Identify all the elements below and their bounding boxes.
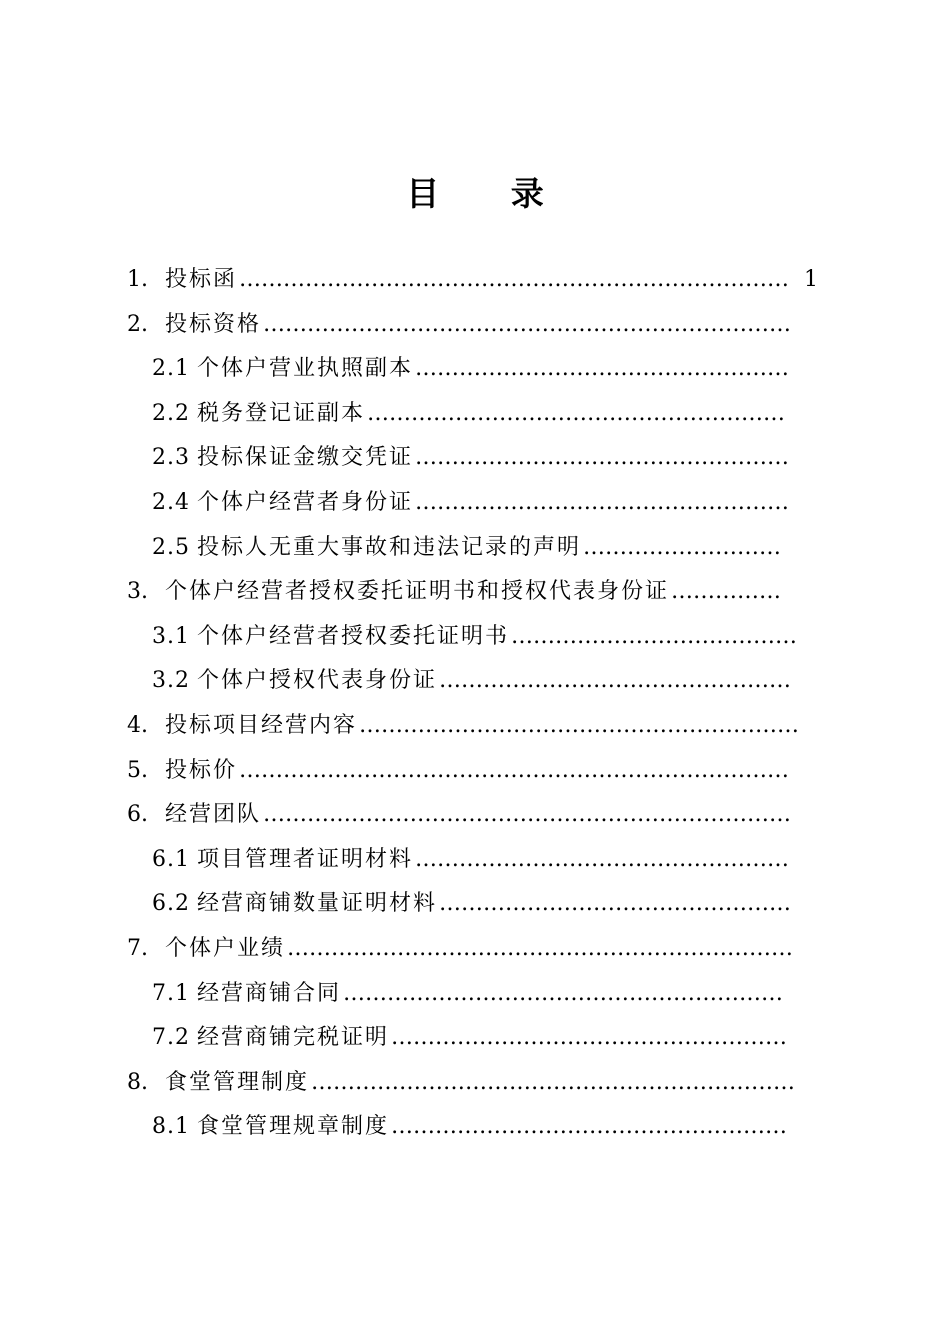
toc-entry[interactable] bbox=[0, 793, 950, 838]
toc-entry-number: 2.5 bbox=[152, 534, 190, 560]
toc-entry-number: 7. bbox=[127, 935, 148, 961]
toc-entry-number: 2.4 bbox=[152, 489, 190, 515]
toc-entry-label: 个体户经营者身份证 bbox=[197, 489, 414, 515]
toc-dot-leader: …………………………………………… bbox=[415, 356, 789, 382]
toc-dot-leader: ………………………………………… bbox=[439, 891, 791, 917]
toc-entry[interactable] bbox=[0, 481, 950, 526]
toc-entry[interactable] bbox=[0, 749, 950, 794]
toc-dot-leader: ………………………………………………………… bbox=[311, 1069, 795, 1095]
toc-entry[interactable] bbox=[0, 972, 950, 1017]
toc-entry-label: 个体户业绩 bbox=[165, 935, 286, 961]
toc-entry-number: 7.1 bbox=[152, 980, 190, 1006]
toc-entry[interactable] bbox=[0, 526, 950, 571]
toc-dot-leader: ………………………………………………………………… bbox=[239, 267, 789, 292]
toc-dot-leader: ………………………………… bbox=[511, 623, 797, 649]
toc-entry-number: 2.3 bbox=[152, 445, 190, 471]
toc-entry-number: 3.2 bbox=[152, 668, 190, 694]
toc-entry-label: 食堂管理制度 bbox=[165, 1069, 310, 1095]
toc-entry-number: 6.1 bbox=[152, 846, 190, 872]
toc-entry[interactable] bbox=[0, 347, 950, 392]
toc-dot-leader: ……………………………………………………………… bbox=[263, 311, 791, 337]
toc-dot-leader: …………………………………………… bbox=[415, 846, 789, 872]
toc-dot-leader: ………………………………………………… bbox=[367, 400, 785, 426]
toc-entry-number: 8.1 bbox=[152, 1114, 190, 1140]
table-of-contents bbox=[0, 258, 950, 1150]
toc-entry-label: 个体户经营者授权委托证明书 bbox=[197, 623, 510, 649]
toc-entry-label: 投标人无重大事故和违法记录的声明 bbox=[197, 534, 582, 560]
toc-entry-page: 1 bbox=[804, 267, 818, 292]
toc-dot-leader: …………………………………………… bbox=[415, 489, 789, 515]
toc-entry-number: 5. bbox=[127, 757, 148, 783]
toc-dot-leader: …………………………………………… bbox=[415, 445, 789, 471]
toc-entry-number: 2. bbox=[127, 311, 148, 337]
toc-entry-label: 投标项目经营内容 bbox=[165, 712, 358, 738]
toc-entry[interactable] bbox=[0, 392, 950, 437]
toc-entry-label: 经营团队 bbox=[165, 802, 262, 828]
toc-dot-leader: ……………………………………………… bbox=[391, 1025, 787, 1051]
toc-dot-leader: ………………………………………… bbox=[439, 668, 791, 694]
toc-dot-leader: …………………………………………………… bbox=[359, 712, 799, 738]
toc-entry-label: 投标价 bbox=[165, 757, 238, 783]
toc-entry[interactable] bbox=[0, 570, 950, 615]
toc-dot-leader: ………………………………………………………………… bbox=[239, 757, 789, 783]
toc-entry-number: 8. bbox=[127, 1069, 148, 1095]
toc-entry-label: 个体户授权代表身份证 bbox=[197, 668, 438, 694]
toc-entry[interactable] bbox=[0, 659, 950, 704]
toc-entry[interactable] bbox=[0, 838, 950, 883]
toc-entry-label: 投标函 bbox=[165, 267, 238, 292]
toc-dot-leader: ……………………………………………… bbox=[391, 1114, 787, 1140]
toc-dot-leader: ……………………………………………………………… bbox=[263, 802, 791, 828]
toc-entry-number: 6.2 bbox=[152, 891, 190, 917]
page-title: 目 录 bbox=[406, 174, 574, 213]
toc-entry-label: 投标保证金缴交凭证 bbox=[197, 445, 414, 471]
toc-entry[interactable] bbox=[0, 704, 950, 749]
toc-entry-number: 7.2 bbox=[152, 1025, 190, 1051]
toc-entry-label: 投标资格 bbox=[165, 311, 262, 337]
toc-entry-number: 1. bbox=[127, 267, 148, 292]
toc-entry-number: 4. bbox=[127, 712, 148, 738]
toc-entry-label: 食堂管理规章制度 bbox=[197, 1114, 390, 1140]
toc-entry-number: 6. bbox=[127, 802, 148, 828]
toc-entry-number: 3. bbox=[127, 579, 148, 605]
toc-entry-label: 个体户营业执照副本 bbox=[197, 356, 414, 382]
toc-entry[interactable] bbox=[0, 258, 950, 303]
toc-entry[interactable] bbox=[0, 882, 950, 927]
toc-dot-leader: …………………………………………………………… bbox=[287, 935, 793, 961]
toc-entry-label: 经营商铺完税证明 bbox=[197, 1025, 390, 1051]
toc-entry[interactable] bbox=[0, 1016, 950, 1061]
toc-dot-leader: ……………………… bbox=[583, 534, 781, 560]
toc-entry-label: 经营商铺数量证明材料 bbox=[197, 891, 438, 917]
toc-dot-leader: …………………………………………………… bbox=[343, 980, 783, 1006]
toc-entry-label: 税务登记证副本 bbox=[197, 400, 366, 426]
toc-entry[interactable] bbox=[0, 927, 950, 972]
toc-entry-number: 3.1 bbox=[152, 623, 190, 649]
toc-entry[interactable] bbox=[0, 436, 950, 481]
toc-entry-number: 2.2 bbox=[152, 400, 190, 426]
toc-dot-leader: …………… bbox=[671, 579, 781, 605]
toc-entry[interactable] bbox=[0, 303, 950, 348]
toc-entry-label: 经营商铺合同 bbox=[197, 980, 342, 1006]
toc-entry[interactable] bbox=[0, 1105, 950, 1150]
toc-entry-number: 2.1 bbox=[152, 356, 190, 382]
toc-entry-label: 项目管理者证明材料 bbox=[197, 846, 414, 872]
toc-entry[interactable] bbox=[0, 615, 950, 660]
toc-entry[interactable] bbox=[0, 1061, 950, 1106]
toc-entry-label: 个体户经营者授权委托证明书和授权代表身份证 bbox=[165, 579, 670, 605]
